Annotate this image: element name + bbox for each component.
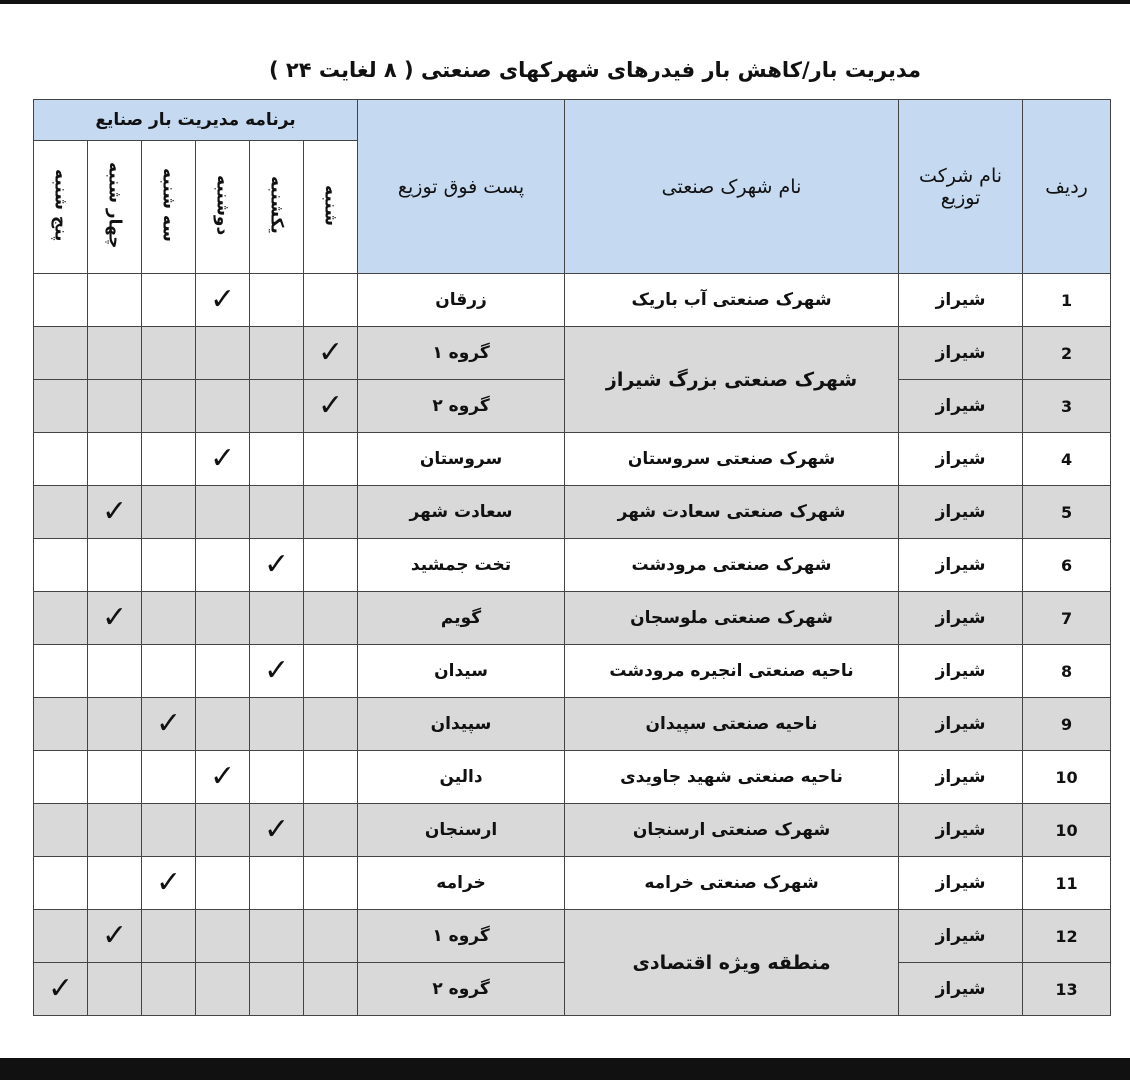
empty-day-cell <box>250 433 304 486</box>
row-number-cell: 11 <box>1023 857 1111 910</box>
empty-day-cell <box>250 910 304 963</box>
check-mark-icon: ✓ <box>250 804 304 857</box>
empty-day-cell <box>304 486 358 539</box>
empty-day-cell <box>88 751 142 804</box>
empty-day-cell <box>88 963 142 1016</box>
empty-day-cell <box>304 910 358 963</box>
empty-day-cell <box>142 327 196 380</box>
table-row <box>34 857 1111 910</box>
day-header-saturday: شنبه <box>304 141 358 274</box>
table-row <box>34 645 1111 698</box>
empty-day-cell <box>142 274 196 327</box>
empty-day-cell <box>88 433 142 486</box>
industrial-estate-cell: ناحیه صنعتی انجیره مرودشت <box>565 645 899 698</box>
empty-day-cell <box>196 910 250 963</box>
empty-day-cell <box>304 963 358 1016</box>
empty-day-cell <box>34 698 88 751</box>
industrial-estate-cell: شهرک صنعتی ملوسجان <box>565 592 899 645</box>
empty-day-cell <box>88 698 142 751</box>
substation-cell: گویم <box>358 592 565 645</box>
check-mark-icon: ✓ <box>196 274 250 327</box>
empty-day-cell <box>34 486 88 539</box>
table-row <box>34 327 1111 380</box>
empty-day-cell <box>304 592 358 645</box>
empty-day-cell <box>34 433 88 486</box>
table-row <box>34 804 1111 857</box>
day-header-sunday: یکشنبه <box>250 141 304 274</box>
empty-day-cell <box>142 963 196 1016</box>
empty-day-cell <box>304 857 358 910</box>
row-number-cell: 10 <box>1023 751 1111 804</box>
row-number-cell: 8 <box>1023 645 1111 698</box>
empty-day-cell <box>196 486 250 539</box>
empty-day-cell <box>34 751 88 804</box>
row-number-cell: 12 <box>1023 910 1111 963</box>
empty-day-cell <box>34 804 88 857</box>
substation-cell: دالین <box>358 751 565 804</box>
check-mark-icon: ✓ <box>196 751 250 804</box>
company-cell: شیراز <box>899 380 1023 433</box>
empty-day-cell <box>88 804 142 857</box>
empty-day-cell <box>142 804 196 857</box>
day-header-wednesday: چهار شنبه <box>88 141 142 274</box>
empty-day-cell <box>142 539 196 592</box>
check-mark-icon: ✓ <box>250 539 304 592</box>
document-title: مدیریت بار/کاهش بار فیدرهای شهرکهای صنعتی ( ۸ لغایت ۲۴ ) <box>268 58 922 82</box>
row-number-cell: 1 <box>1023 274 1111 327</box>
industrial-estate-header: نام شهرک صنعتی <box>565 100 899 274</box>
company-cell: شیراز <box>899 327 1023 380</box>
table-body <box>34 274 1111 1016</box>
empty-day-cell <box>196 645 250 698</box>
company-cell: شیراز <box>899 645 1023 698</box>
row-number-cell: 3 <box>1023 380 1111 433</box>
company-cell: شیراز <box>899 698 1023 751</box>
table-row <box>34 274 1111 327</box>
substation-header: پست فوق توزیع <box>358 100 565 274</box>
empty-day-cell <box>142 910 196 963</box>
empty-day-cell <box>34 910 88 963</box>
row-number-cell: 6 <box>1023 539 1111 592</box>
company-cell: شیراز <box>899 274 1023 327</box>
empty-day-cell <box>250 857 304 910</box>
company-cell: شیراز <box>899 963 1023 1016</box>
empty-day-cell <box>142 592 196 645</box>
empty-day-cell <box>304 698 358 751</box>
empty-day-cell <box>34 539 88 592</box>
empty-day-cell <box>142 486 196 539</box>
industrial-estate-cell: شهرک صنعتی مرودشت <box>565 539 899 592</box>
empty-day-cell <box>250 327 304 380</box>
company-header: نام شرکت توزیع <box>899 100 1023 274</box>
check-mark-icon: ✓ <box>142 857 196 910</box>
substation-cell: سپیدان <box>358 698 565 751</box>
check-mark-icon: ✓ <box>196 433 250 486</box>
empty-day-cell <box>34 327 88 380</box>
industrial-estate-cell: شهرک صنعتی آب باریک <box>565 274 899 327</box>
check-mark-icon: ✓ <box>142 698 196 751</box>
empty-day-cell <box>250 274 304 327</box>
empty-day-cell <box>250 963 304 1016</box>
table-row <box>34 751 1111 804</box>
row-number-cell: 7 <box>1023 592 1111 645</box>
empty-day-cell <box>142 751 196 804</box>
industrial-estate-cell: شهرک صنعتی بزرگ شیراز <box>565 327 899 433</box>
substation-cell: خرامه <box>358 857 565 910</box>
empty-day-cell <box>196 327 250 380</box>
empty-day-cell <box>196 804 250 857</box>
check-mark-icon: ✓ <box>304 327 358 380</box>
table-row <box>34 539 1111 592</box>
substation-cell: سروستان <box>358 433 565 486</box>
company-cell: شیراز <box>899 751 1023 804</box>
empty-day-cell <box>304 804 358 857</box>
empty-day-cell <box>196 539 250 592</box>
table-row <box>34 486 1111 539</box>
program-header: برنامه مدیریت بار صنایع <box>34 100 358 141</box>
empty-day-cell <box>196 592 250 645</box>
empty-day-cell <box>250 751 304 804</box>
empty-day-cell <box>88 645 142 698</box>
empty-day-cell <box>304 539 358 592</box>
row-number-header: ردیف <box>1023 100 1111 274</box>
empty-day-cell <box>34 380 88 433</box>
table-row <box>34 592 1111 645</box>
row-number-cell: 5 <box>1023 486 1111 539</box>
empty-day-cell <box>196 857 250 910</box>
load-management-table <box>33 99 1111 1016</box>
empty-day-cell <box>250 380 304 433</box>
check-mark-icon: ✓ <box>304 380 358 433</box>
row-number-cell: 4 <box>1023 433 1111 486</box>
company-cell: شیراز <box>899 857 1023 910</box>
substation-cell: گروه ۲ <box>358 380 565 433</box>
check-mark-icon: ✓ <box>88 592 142 645</box>
company-cell: شیراز <box>899 804 1023 857</box>
empty-day-cell <box>304 274 358 327</box>
empty-day-cell <box>142 380 196 433</box>
empty-day-cell <box>304 751 358 804</box>
check-mark-icon: ✓ <box>34 963 88 1016</box>
industrial-estate-cell: شهرک صنعتی سروستان <box>565 433 899 486</box>
empty-day-cell <box>34 857 88 910</box>
row-number-cell: 2 <box>1023 327 1111 380</box>
empty-day-cell <box>196 698 250 751</box>
empty-day-cell <box>196 380 250 433</box>
industrial-estate-cell: ناحیه صنعتی سپیدان <box>565 698 899 751</box>
substation-cell: گروه ۱ <box>358 910 565 963</box>
day-header-tuesday: سه شنبه <box>142 141 196 274</box>
industrial-estate-cell: ناحیه صنعتی شهید جاویدی <box>565 751 899 804</box>
empty-day-cell <box>88 327 142 380</box>
substation-cell: ارسنجان <box>358 804 565 857</box>
empty-day-cell <box>34 645 88 698</box>
check-mark-icon: ✓ <box>88 910 142 963</box>
empty-day-cell <box>88 857 142 910</box>
row-number-cell: 10 <box>1023 804 1111 857</box>
substation-cell: زرقان <box>358 274 565 327</box>
table-row <box>34 698 1111 751</box>
row-number-cell: 13 <box>1023 963 1111 1016</box>
industrial-estate-cell: شهرک صنعتی خرامه <box>565 857 899 910</box>
company-cell: شیراز <box>899 910 1023 963</box>
empty-day-cell <box>304 645 358 698</box>
empty-day-cell <box>34 592 88 645</box>
empty-day-cell <box>88 539 142 592</box>
empty-day-cell <box>250 592 304 645</box>
industrial-estate-cell: شهرک صنعتی سعادت شهر <box>565 486 899 539</box>
empty-day-cell <box>142 645 196 698</box>
empty-day-cell <box>250 698 304 751</box>
empty-day-cell <box>88 274 142 327</box>
check-mark-icon: ✓ <box>88 486 142 539</box>
company-cell: شیراز <box>899 433 1023 486</box>
row-number-cell: 9 <box>1023 698 1111 751</box>
empty-day-cell <box>88 380 142 433</box>
substation-cell: گروه ۱ <box>358 327 565 380</box>
bottom-border-bar <box>0 1058 1130 1080</box>
company-cell: شیراز <box>899 486 1023 539</box>
empty-day-cell <box>34 274 88 327</box>
substation-cell: سیدان <box>358 645 565 698</box>
substation-cell: گروه ۲ <box>358 963 565 1016</box>
empty-day-cell <box>250 486 304 539</box>
empty-day-cell <box>196 963 250 1016</box>
day-header-monday: دوشنبه <box>196 141 250 274</box>
industrial-estate-cell: شهرک صنعتی ارسنجان <box>565 804 899 857</box>
empty-day-cell <box>142 433 196 486</box>
check-mark-icon: ✓ <box>250 645 304 698</box>
substation-cell: تخت جمشید <box>358 539 565 592</box>
day-header-thursday: پنج شنبه <box>34 141 88 274</box>
top-border-bar <box>0 0 1130 4</box>
table-row <box>34 910 1111 963</box>
substation-cell: سعادت شهر <box>358 486 565 539</box>
company-cell: شیراز <box>899 592 1023 645</box>
empty-day-cell <box>304 433 358 486</box>
table-row <box>34 433 1111 486</box>
industrial-estate-cell: منطقه ویژه اقتصادی <box>565 910 899 1016</box>
company-cell: شیراز <box>899 539 1023 592</box>
